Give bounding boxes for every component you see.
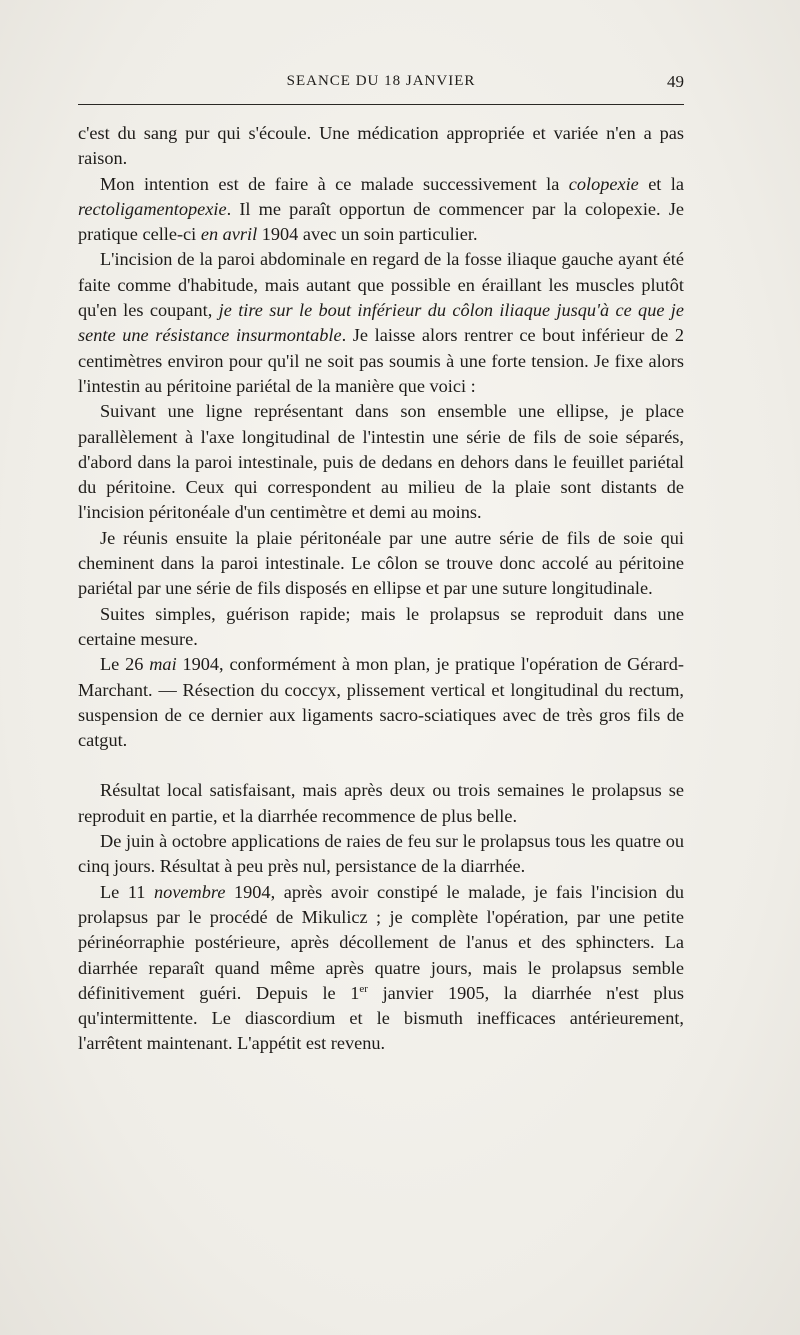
text-run: De juin à octobre applications de raies de feu sur le prolapsus tous les quatre ou cinq jours. Résultat à peu près nul, persistance de la diarrhée. <box>78 831 684 877</box>
paragraph <box>78 602 684 653</box>
paragraph <box>78 880 684 1057</box>
paragraph <box>78 652 684 753</box>
page-number: 49 <box>667 72 684 91</box>
italic-run: colopexie <box>568 173 639 194</box>
paragraph <box>78 172 684 248</box>
running-title: SEANCE DU 18 JANVIER <box>286 73 476 89</box>
text-run: 1904, après avoir constipé le malade, je fais l'incision du prolapsus par le procédé de Mikulicz ; je complète l'opération, par une petite périnéorraphie postérieure, après décollement de l'anus et des sphincters. La diarrhée reparaît quand même après quatre jours, mais le prolapsus semble définitivement guéri. Depuis le 1 <box>78 881 684 1003</box>
text-run: c'est du sang pur qui s'écoule. Une médication appropriée et variée n'en a pas raison. <box>78 123 684 169</box>
italic-run: rectoligamentopexie <box>78 198 227 219</box>
paragraph <box>78 121 684 172</box>
text-run: Le 26 <box>100 654 150 675</box>
body-text <box>78 121 684 1057</box>
italic-run: je tire sur le bout inférieur du côlon iliaque jusqu'à ce que je sente une résistance insurmontable <box>78 300 685 346</box>
text-run: Résultat local satisfaisant, mais après deux ou trois semaines le prolapsus se reproduit en partie, et la diarrhée recommence de plus belle. <box>78 780 684 826</box>
text-run: Mon intention est de faire à ce malade successivement la <box>100 173 569 194</box>
italic-run: en avril <box>200 224 258 245</box>
paragraph <box>78 778 684 829</box>
text-run: Suivant une ligne représentant dans son ensemble une ellipse, je place parallèlement à l'axe longitudinal de l'intestin une série de fils de soie séparés, d'abord dans la paroi intestinale, puis de dedans en dehors dans le feuillet pariétal du péritoine. Ceux qui correspondent au milieu de la plaie sont distants de l'incision péritonéale d'un centimètre et demi au moins. <box>78 401 684 523</box>
superscript-run: er <box>359 982 368 995</box>
text-run: janvier 1905, la diarrhée n'est plus qu'intermittente. Le diascordium et le bismuth inefficaces antérieurement, l'arrêtent maintenant. L'appétit est revenu. <box>78 982 684 1054</box>
paragraph <box>78 247 684 399</box>
text-run: Le 11 <box>100 881 155 902</box>
text-run: 1904 avec un soin particulier. <box>257 224 478 245</box>
text-run: Suites simples, guérison rapide; mais le prolapsus se reproduit dans une certaine mesure. <box>78 603 684 649</box>
paragraph <box>78 399 684 525</box>
italic-run: mai <box>149 654 177 675</box>
text-run: . Il me paraît opportun de commencer par la colopexie. Je pratique celle-ci <box>78 198 684 245</box>
text-run: Je réunis ensuite la plaie péritonéale par une autre série de fils de soie qui cheminent dans la paroi intestinale. Le côlon se trouve donc accolé au péritoine pariétal par une série de fils disposés en ellipse et par une suture longitudinale. <box>78 527 684 599</box>
text-run: 1904, conformément à mon plan, je pratique l'opération de Gérard-Marchant. — Résection du coccyx, plissement vertical et longitudinal du rectum, suspension de ce dernier aux ligaments sacro-sciatiques avec de très gros fils de catgut. <box>78 654 684 751</box>
paragraph <box>78 829 684 880</box>
header-rule <box>78 104 684 105</box>
text-run: . Je laisse alors rentrer ce bout inférieur de 2 centimètres environ pour qu'il ne soit pas soumis à une forte tension. Je fixe alors l'intestin au péritoine pariétal de la manière que voici : <box>78 325 684 396</box>
paragraph <box>78 526 684 602</box>
text-run: et la <box>638 173 684 194</box>
text-run: L'incision de la paroi abdominale en regard de la fosse iliaque gauche ayant été faite comme d'habitude, mais autant que possible en éraillant les muscles plutôt qu'en les coupant, <box>78 249 684 321</box>
italic-run: novembre <box>154 881 226 902</box>
running-header <box>78 70 684 94</box>
